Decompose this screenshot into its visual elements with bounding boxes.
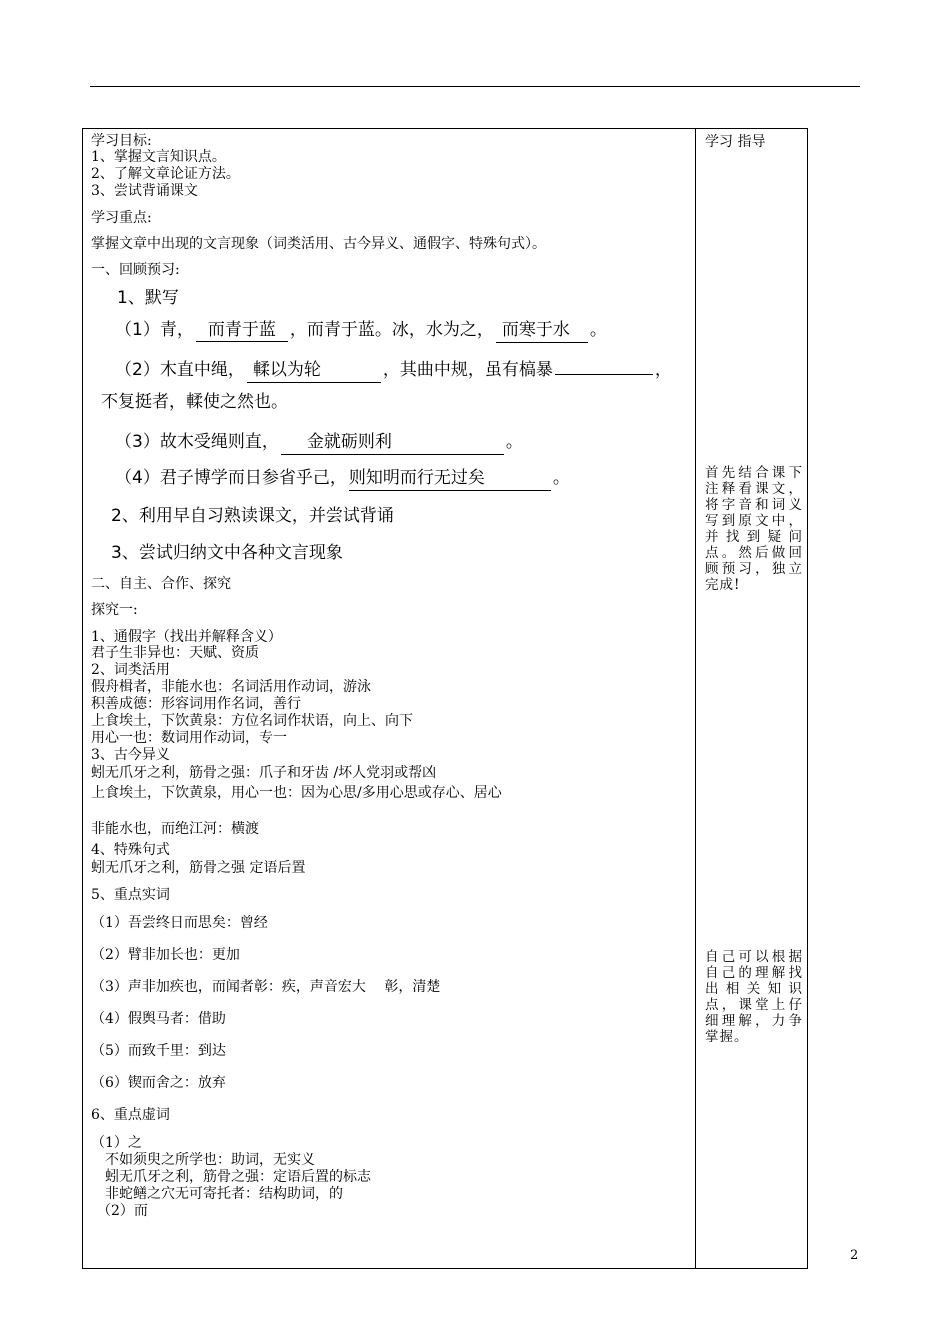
xuci-item: 蚓无爪牙之利，筋骨之强：定语后置的标志	[105, 1169, 371, 1185]
goals-title: 学习目标:	[91, 133, 152, 149]
answer-blank	[555, 355, 653, 375]
shici-item: （6）锲而舍之：放弃	[91, 1075, 226, 1091]
shici-item: （5）而致千里：到达	[91, 1043, 226, 1059]
explore1-title: 探究一:	[91, 602, 138, 618]
shici-item: （4）假舆马者：借助	[91, 1011, 226, 1027]
tongjia-item: 君子生非异也：天赋、资质	[91, 645, 259, 661]
dictation-q3: （3）故木受绳则直， 金就砺则利 。	[115, 431, 523, 455]
review-task-2: 2、利用早自习熟读课文，并尝试背诵	[111, 506, 394, 526]
xuci-item: 非蛇鳝之穴无可寄托者：结构助词，的	[105, 1186, 343, 1202]
shici-title: 5、重点实词	[91, 887, 170, 903]
guidance-note: 自己可以根据自己的理解找出相关知识点，课堂上仔细理解，力争掌握。	[705, 949, 803, 1045]
cilei-item: 假舟楫者，非能水也：名词活用作动词，游泳	[91, 679, 371, 695]
main-column	[91, 129, 691, 1268]
dictation-q2-continued: 不复挺者，輮使之然也。	[101, 392, 288, 412]
gujin-item: 蚓无爪牙之利，筋骨之强：爪子和牙齿 /坏人党羽或帮凶	[91, 765, 437, 781]
cilei-item: 积善成德：形容词用作名词，善行	[91, 696, 301, 712]
goal-item: 2、了解文章论证方法。	[91, 166, 240, 182]
focus-text: 掌握文章中出现的文言现象（词类活用、古今异义、通假字、特殊句式）。	[91, 236, 546, 252]
page-number: 2	[850, 1248, 859, 1263]
answer-blank: 而青于蓝	[196, 319, 288, 342]
guidance-title: 学习 指导	[705, 134, 766, 150]
answer-blank: 金就砺则利	[281, 431, 504, 455]
dictation-q1: （1）青， 而青于蓝 ，而青于蓝。冰，水为之， 而寒于水 。	[115, 319, 607, 343]
cilei-item: 上食埃土，下饮黄泉：方位名词作状语，向上、向下	[91, 713, 413, 729]
column-divider	[695, 129, 696, 1268]
gujin-item: 上食埃土，下饮黄泉，用心一也：因为心思/多用心思或存心、居心	[91, 785, 502, 801]
review-task-3: 3、尝试归纳文中各种文言现象	[111, 543, 343, 563]
dictation-q4: （4）君子博学而日参省乎己， 则知明而行无过矣 。	[115, 467, 570, 491]
xuci-subtitle: （1）之	[91, 1135, 142, 1151]
gujin-title: 3、古今异义	[91, 747, 170, 763]
answer-blank: 輮以为轮	[247, 359, 381, 383]
cilei-title: 2、词类活用	[91, 662, 170, 678]
focus-title: 学习重点:	[91, 210, 152, 226]
review-title: 一、回顾预习:	[91, 262, 180, 278]
xuci-title: 6、重点虚词	[91, 1107, 170, 1123]
worksheet-table	[82, 128, 808, 1269]
answer-blank: 而寒于水	[496, 319, 588, 343]
guidance-note: 首先结合课下注释看课文，将字音和词义写到原文中，并找到疑问点。然后做回顾预习，独立完成!	[705, 465, 803, 593]
shici-item: （1）吾尝终日而思矣：曾经	[91, 915, 268, 931]
guidance-column	[705, 129, 801, 1268]
answer-blank: 则知明而行无过矣	[349, 467, 551, 491]
explore-title: 二、自主、合作、探究	[91, 576, 231, 592]
dictation-title: 1、默写	[117, 288, 179, 308]
header-rule	[90, 86, 860, 87]
cilei-item: 用心一也：数词用作动词，专一	[91, 730, 287, 746]
gujin-item: 非能水也，而绝江河：横渡	[91, 821, 259, 837]
goal-item: 1、掌握文言知识点。	[91, 149, 226, 165]
xuci-item: 不如须臾之所学也：助词，无实义	[105, 1152, 315, 1168]
xuci-subtitle: （2）而	[97, 1203, 148, 1219]
teshu-title: 4、特殊句式	[91, 842, 170, 858]
dictation-q2: （2）木直中绳， 輮以为轮 ，其曲中规，虽有槁暴 ，	[115, 355, 672, 383]
shici-item: （2）臂非加长也：更加	[91, 947, 240, 963]
shici-item: （3）声非加疾也，而闻者彰：疾，声音宏大 彰，清楚	[91, 979, 441, 995]
goal-item: 3、尝试背诵课文	[91, 183, 198, 199]
tongjia-title: 1、通假字（找出并解释含义）	[91, 629, 282, 645]
teshu-item: 蚓无爪牙之利，筋骨之强 定语后置	[91, 860, 306, 876]
